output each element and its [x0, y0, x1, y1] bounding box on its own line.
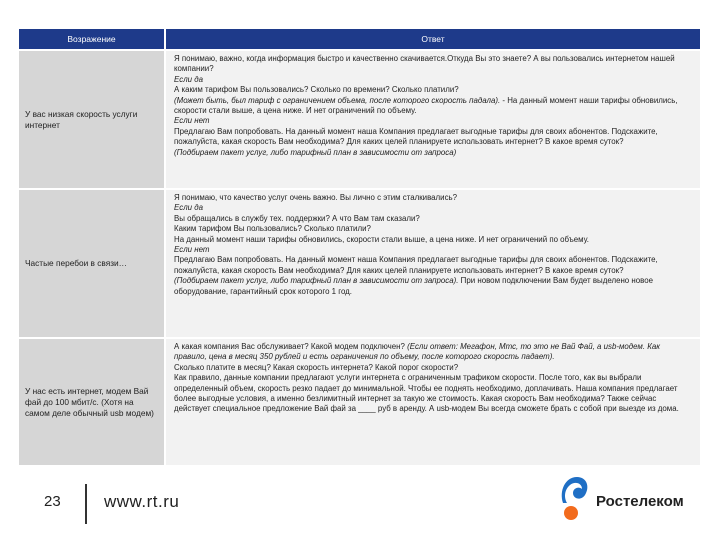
logo-text: Ростелеком [596, 493, 684, 510]
header-answer: Ответ [166, 29, 700, 49]
answer-line: Если нет [174, 245, 210, 255]
answer-italic: (Если ответ: Мегафон, Мтс, то это не Вай Фай, а usb-модем. Как правило, цена в месяц 350 рублей и есть ограничения по объему, после которого скорость падает). [174, 342, 660, 362]
answer-line: Вы обращались в службу тех. поддержки? А что Вам там сказали? [174, 213, 420, 223]
footer-divider [85, 484, 87, 524]
objection-cell [19, 190, 164, 337]
page-number: 23 [44, 493, 61, 510]
answer-line: Если да [174, 203, 203, 213]
answer-italic: (Подбираем пакет услуг, либо тарифный план в зависимости от запроса). [174, 276, 459, 286]
header-objection: Возражение [19, 29, 164, 49]
objection-text: Частые перебои в связи… [25, 258, 127, 268]
answer-cell [166, 51, 700, 188]
objection-cell [19, 339, 164, 465]
answer-text: А какая компания Вас обслуживает? Какой модем подключен? [174, 342, 405, 351]
objection-cell [19, 51, 164, 188]
answer-line: А каким тарифом Вы пользовались? Сколько по времени? Сколько платили? [174, 85, 459, 95]
website-link[interactable]: www.rt.ru [104, 492, 180, 511]
logo-blue-swirl [562, 477, 588, 503]
objection-text: У вас низкая скорость услуги интернет [25, 108, 138, 130]
answer-cell [166, 339, 700, 465]
answer-cell [166, 190, 700, 337]
answer-line: Предлагаю Вам попробовать. На данный момент наша Компания предлагает выгодные тарифы для своих абонентов. Подскажите, пожалуйста, какая скорость Вам необходима? Для каких целей планируете использовать интернет? В какое время суток? [174, 126, 658, 147]
answer-tail: - На данный момент наши тарифы обновились, скорости стали выше, а цена ниже. И нет ограничений по объему. [174, 95, 678, 116]
answer-line: (Подбираем пакет услуг, либо тарифный план в зависимости от запроса) [174, 147, 457, 157]
answer-line: Я понимаю, что качество услуг очень важно. Вы лично с этим сталкивались? [174, 193, 458, 202]
logo-orange-dot [564, 506, 578, 520]
answer-line: Я понимаю, важно, когда информация быстро и качественно скачивается.Откуда Вы это знаете? А вы пользовались интернетом нашей компании? [174, 54, 675, 74]
answer-italic: (Может быть, был тариф с ограничением объема, после которого скорость падала). [174, 95, 501, 105]
answer-line [174, 276, 692, 297]
objection-text: У нас есть интернет, модем Вай фай до 100 мбит/с. (Хотя на самом деле обычный usb модем) [25, 385, 154, 418]
answer-line [174, 342, 692, 363]
answer-line: Сколько платите в месяц? Какая скорость интернета? Какой порог скорости? [174, 362, 459, 372]
answer-tail: При новом подключении Вам будет выделено новое оборудование, гарантийный срок которого 1 год. [174, 276, 654, 296]
slide-footer [0, 470, 720, 540]
rostelecom-logo-icon [555, 473, 591, 525]
answer-line: Предлагаю Вам попробовать. На данный момент наша Компания предлагает выгодные тарифы для своих абонентов. Подскажите, пожалуйста, какая скорость Вам необходима? Для каких целей планируете использовать интернет? В какое время суток? [174, 255, 658, 275]
answer-line: Если да [174, 74, 203, 84]
answer-line: Если нет [174, 116, 210, 126]
objections-table [19, 29, 700, 466]
answer-line: Каким тарифом Вы пользовались? Сколько платили? [174, 224, 371, 234]
answer-line [174, 96, 692, 117]
answer-line: На данный момент наши тарифы обновились, скорости стали выше, а цена ниже. И нет ограничений по объему. [174, 234, 589, 244]
answer-line: Как правило, данные компании предлагают услуги интернета с ограниченным трафиком скорости. После того, как вы выбрали определенный объем, скорость резко падает до минимальной. Чтобы ее поднять необходимо, доплачивать. Наша компания предлагает более выгодные условия, а именно безлимитный интернет за такую же стоимость. Какая скорость Вам необходима? Также сейчас действует специальное предложение Вай фай за ____ руб в аренду. А usb-модем Вы всегда сможете брать с собой при выезде из дома. [174, 373, 679, 414]
